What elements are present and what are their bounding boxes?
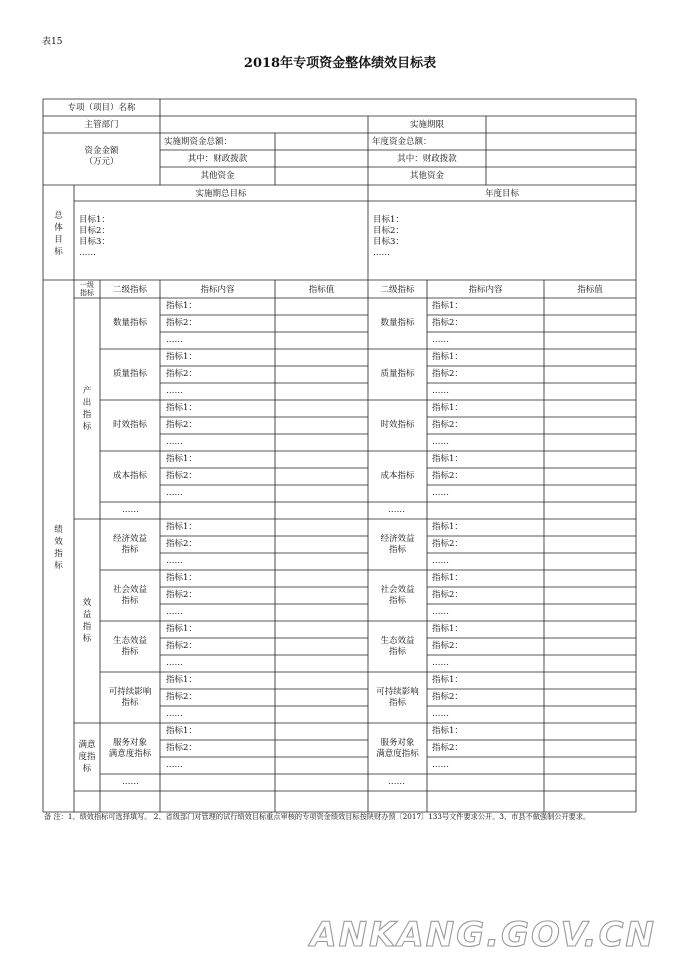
level2-indicator-annual: 生态效益 指标 (380, 635, 415, 657)
level2-indicator-annual: 质量指标 (380, 369, 415, 379)
indicator-ellipsis-annual: …… (432, 607, 449, 617)
level2-indicator-annual: 服务对象 满意度指标 (376, 737, 419, 759)
page-title: 2018年专项资金整体绩效目标表 (243, 56, 437, 71)
level2-indicator: 经济效益 指标 (112, 533, 147, 555)
indicator-label-annual: 指标1： (432, 522, 463, 532)
period-total-label: 实施期资金总额： (164, 137, 233, 147)
indicator-label-annual: 指标2： (432, 590, 463, 600)
indicator-label-annual: 指标1： (432, 624, 463, 634)
content-header: 指标内容 (200, 285, 235, 295)
value-header: 指标值 (308, 285, 335, 295)
indicator-label: 指标1： (166, 726, 197, 736)
more-indicators-annual: …… (388, 505, 405, 515)
content-header-annual: 指标内容 (468, 285, 503, 295)
indicator-label-annual: 指标1： (432, 726, 463, 736)
level2-indicator-annual: 数量指标 (380, 318, 415, 328)
indicator-ellipsis: …… (166, 386, 183, 396)
more-indicators: …… (122, 505, 139, 515)
indicator-label: 指标2： (166, 369, 197, 379)
indicator-label: 指标2： (166, 590, 197, 600)
level2-header: 二级指标 (112, 285, 147, 295)
level2-indicator-annual: 社会效益 指标 (380, 584, 415, 606)
indicator-label: 指标2： (166, 743, 197, 753)
level1-header: 一级 指标 (80, 281, 94, 297)
level2-indicator-annual: 可持续影响 指标 (376, 686, 419, 708)
level2-indicator: 时效指标 (112, 420, 147, 430)
more-indicators: …… (122, 777, 139, 787)
level2-indicator-annual: 时效指标 (380, 420, 415, 430)
annual-goal-item: …… (373, 248, 390, 258)
indicator-label: 指标2： (166, 539, 197, 549)
indicator-label: 指标2： (166, 420, 197, 430)
indicator-ellipsis: …… (166, 709, 183, 719)
level1-indicator: 满意 度指 标 (78, 740, 96, 774)
indicator-label-annual: 指标2： (432, 471, 463, 481)
performance-indicator-label: 绩 效 指 标 (54, 525, 63, 571)
level2-indicator-annual: 经济效益 指标 (380, 533, 415, 555)
level2-indicator-annual: 成本指标 (380, 471, 415, 481)
table-number: 表15 (42, 37, 63, 47)
indicator-label: 指标1： (166, 403, 197, 413)
indicator-ellipsis: …… (166, 335, 183, 345)
indicator-label-annual: 指标2： (432, 318, 463, 328)
indicator-label-annual: 指标1： (432, 573, 463, 583)
other-funds-label-annual: 其他资金 (409, 171, 444, 181)
indicator-label-annual: 指标2： (432, 641, 463, 651)
level2-indicator: 服务对象 满意度指标 (108, 737, 152, 759)
indicator-ellipsis-annual: …… (432, 488, 449, 498)
indicator-ellipsis-annual: …… (432, 335, 449, 345)
indicator-label-annual: 指标2： (432, 369, 463, 379)
indicator-ellipsis-annual: …… (432, 760, 449, 770)
indicator-label: 指标1： (166, 301, 197, 311)
annual-goal-item: 目标1： (373, 215, 404, 225)
annual-total-label: 年度资金总额： (372, 137, 432, 147)
level1-indicator: 产 出 指 标 (82, 385, 92, 432)
annual-goal-title: 年度目标 (484, 189, 519, 199)
indicator-ellipsis: …… (166, 437, 183, 447)
indicator-ellipsis-annual: …… (432, 386, 449, 396)
fiscal-label-annual: 其中：财政拨款 (397, 154, 457, 164)
value-header-annual: 指标值 (577, 285, 603, 295)
level2-indicator: 生态效益 指标 (112, 635, 147, 657)
project-name-label: 专项（项目）名称 (67, 103, 136, 113)
indicator-label-annual: 指标2： (432, 539, 463, 549)
department-label: 主管部门 (84, 120, 119, 130)
more-indicators-annual: …… (388, 777, 405, 787)
indicator-label: 指标2： (166, 471, 197, 481)
indicator-label-annual: 指标2： (432, 692, 463, 702)
level2-indicator: 成本指标 (112, 471, 147, 481)
level2-indicator: 质量指标 (112, 369, 147, 379)
indicator-label: 指标2： (166, 692, 197, 702)
indicator-label-annual: 指标2： (432, 743, 463, 753)
indicator-label-annual: 指标1： (432, 301, 463, 311)
indicator-label-annual: 指标2： (432, 420, 463, 430)
footnote: 备 注：1、绩效指标可选择填写。 2、省级部门对管理的试行绩效目标重点审核的专项资金绩效目标按陕财办预〔2017〕133号文件要求公开。3、市县不做强制公开要求。 (44, 812, 591, 821)
other-funds-label: 其他资金 (200, 171, 235, 181)
indicator-label: 指标1： (166, 675, 197, 685)
indicator-label: 指标1： (166, 522, 197, 532)
goal-item: 目标1： (79, 215, 110, 225)
indicator-ellipsis: …… (166, 488, 183, 498)
period-goal-title: 实施期总目标 (195, 189, 247, 199)
indicator-label: 指标1： (166, 624, 197, 634)
indicator-label: 指标1： (166, 573, 197, 583)
fiscal-label: 其中：财政拨款 (187, 154, 248, 164)
indicator-label-annual: 指标1： (432, 454, 463, 464)
indicator-label: 指标1： (166, 454, 197, 464)
level2-header-annual: 二级指标 (380, 285, 415, 295)
indicator-ellipsis: …… (166, 607, 183, 617)
level1-indicator: 效 益 指 标 (82, 598, 92, 644)
watermark: ANKANG.GOV.CN (310, 915, 656, 955)
level2-indicator: 社会效益 指标 (112, 584, 147, 606)
goal-item: 目标3： (79, 237, 110, 247)
goal-item: …… (79, 248, 96, 258)
indicator-ellipsis-annual: …… (432, 437, 449, 447)
goal-item: 目标2： (79, 226, 110, 236)
fund-amount-label: 资金金额 （万元） (84, 146, 119, 167)
indicator-ellipsis: …… (166, 760, 183, 770)
indicator-label-annual: 指标1： (432, 403, 463, 413)
indicator-label-annual: 指标1： (432, 352, 463, 362)
annual-goal-item: 目标3： (373, 237, 404, 247)
indicator-label: 指标2： (166, 641, 197, 651)
indicator-label: 指标2： (166, 318, 197, 328)
overall-goal-label: 总 体 目 标 (54, 211, 63, 257)
indicator-ellipsis-annual: …… (432, 556, 449, 566)
indicator-ellipsis-annual: …… (432, 709, 449, 719)
indicator-ellipsis-annual: …… (432, 658, 449, 668)
level2-indicator: 数量指标 (112, 318, 147, 328)
indicator-label: 指标1： (166, 352, 197, 362)
period-label: 实施期限 (409, 120, 444, 130)
indicator-label-annual: 指标1： (432, 675, 463, 685)
indicator-ellipsis: …… (166, 556, 183, 566)
level2-indicator: 可持续影响 指标 (108, 686, 152, 708)
indicator-ellipsis: …… (166, 658, 183, 668)
annual-goal-item: 目标2： (373, 226, 404, 236)
